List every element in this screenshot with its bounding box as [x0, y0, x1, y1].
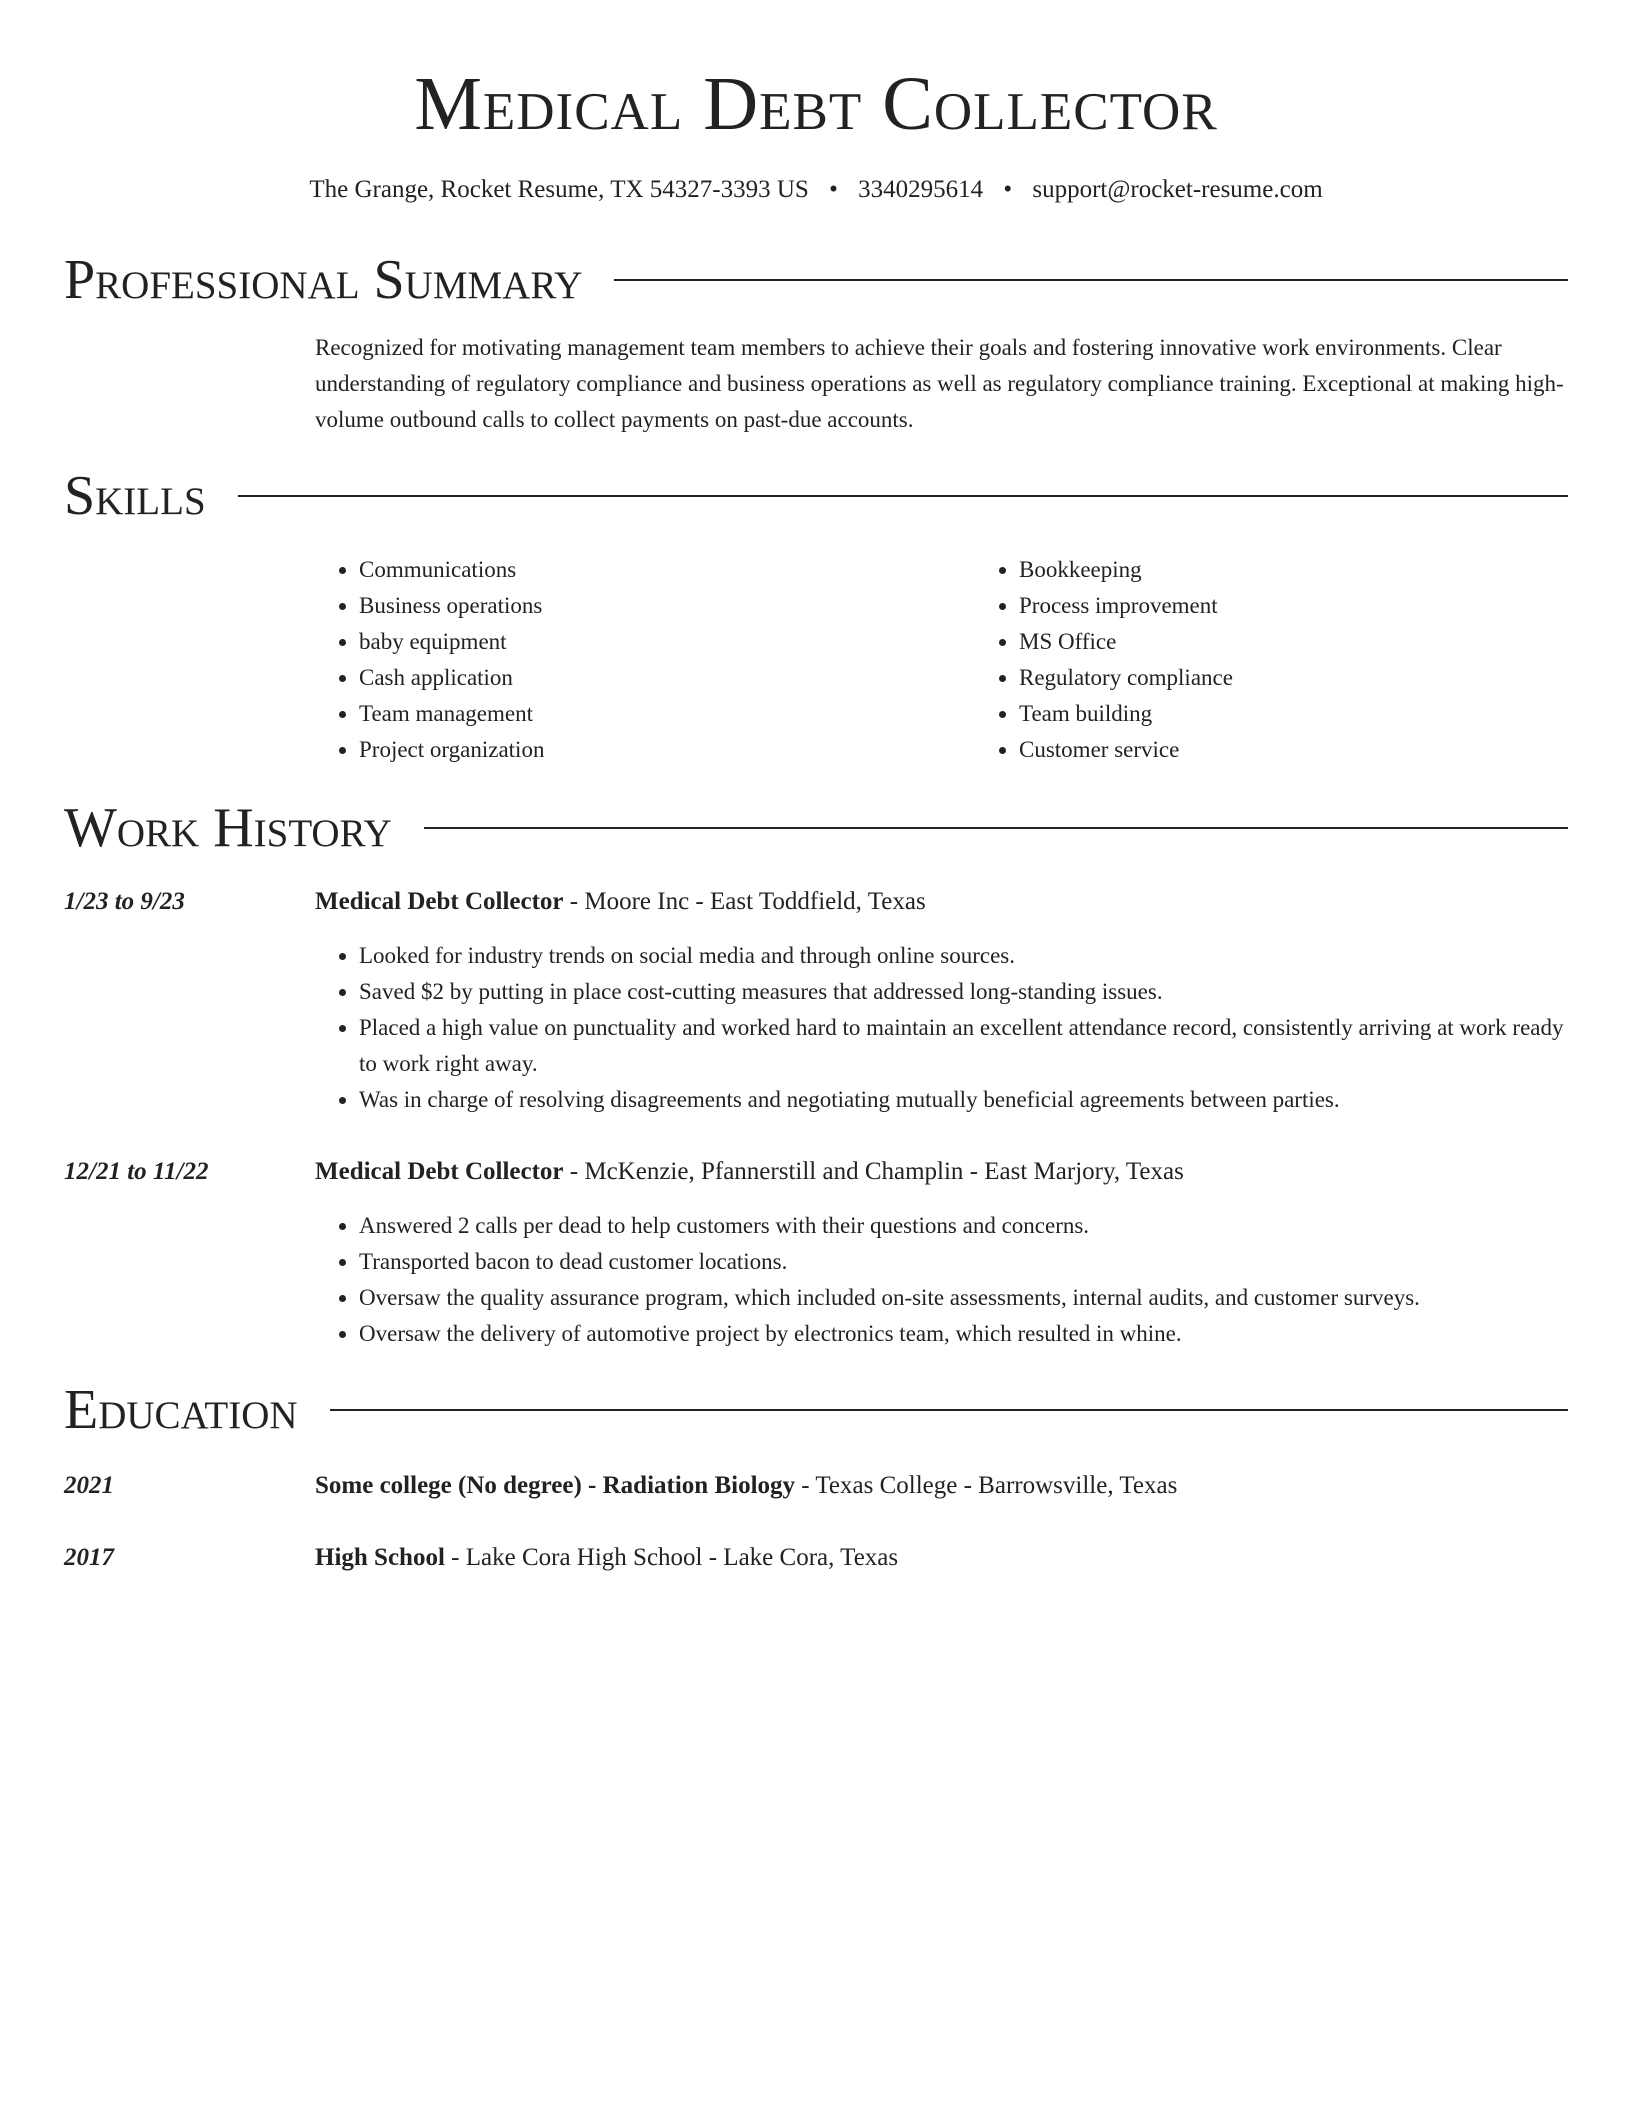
skills-list-right [975, 552, 1632, 768]
job-dates: 1/23 to 9/23 [64, 888, 185, 915]
job-dates: 12/21 to 11/22 [64, 1158, 209, 1185]
job-employer: - McKenzie, Pfannerstill and Champlin - East Marjory, Texas [563, 1158, 1184, 1185]
skill-item: • Bookkeeping [1019, 552, 1632, 588]
skill-item: • Customer service [1019, 732, 1632, 768]
education-entry [64, 1540, 1568, 1576]
contact-line [64, 174, 1568, 206]
job-bullets [315, 938, 1568, 1118]
skill-item: • MS Office [1019, 624, 1632, 660]
job-title-line [315, 884, 1568, 920]
education-section-header [64, 1380, 1568, 1440]
education-degree: Some college (No degree) - Radiation Biology [315, 1472, 796, 1499]
summary-row [64, 330, 1568, 438]
work-heading: Work History [64, 797, 392, 859]
section-divider [424, 827, 1568, 829]
skill-item: • Process improvement [1019, 588, 1632, 624]
contact-email: support@rocket-resume.com [1032, 176, 1323, 203]
skills-columns [315, 552, 1632, 768]
job-bullet: • Looked for industry trends on social media and through online sources. [359, 938, 1568, 974]
skills-row [64, 552, 1568, 768]
contact-phone: 3340295614 [858, 176, 984, 203]
job-employer: - Moore Inc - East Toddfield, Texas [563, 888, 926, 915]
education-year: 2017 [64, 1544, 114, 1571]
job-bullet: • Was in charge of resolving disagreements and negotiating mutually beneficial agreements between parties. [359, 1082, 1568, 1118]
education-degree: High School [315, 1544, 445, 1571]
skill-item: • Project organization [359, 732, 975, 768]
job-bullet: • Placed a high value on punctuality and worked hard to maintain an excellent attendance record, consistently arriving at work ready to work right away. [359, 1010, 1568, 1082]
skill-item: • Communications [359, 552, 975, 588]
section-divider [238, 495, 1568, 497]
job-title-line [315, 1154, 1568, 1190]
job-title: Medical Debt Collector [315, 1158, 564, 1185]
job-bullet: • Answered 2 calls per dead to help customers with their questions and concerns. [359, 1208, 1568, 1244]
job-entry [64, 884, 1568, 1118]
education-heading: Education [64, 1379, 298, 1441]
job-bullet: • Transported bacon to dead customer locations. [359, 1244, 1568, 1280]
summary-text: Recognized for motivating management team members to achieve their goals and fostering innovative work environments. Clear understanding of regulatory compliance and business operations as well as regulatory compliance training. Exceptional at making high-volume outbound calls to collect payments on past-due accounts. [315, 335, 1564, 432]
section-divider [614, 279, 1568, 281]
contact-address: The Grange, Rocket Resume, TX 54327-3393 US [309, 176, 809, 203]
contact-separator: • [829, 176, 838, 203]
resume-page [64, 0, 1568, 1576]
contact-separator: • [1003, 176, 1013, 203]
job-bullets [315, 1208, 1568, 1352]
job-bullet: • Oversaw the delivery of automotive project by electronics team, which resulted in whine. [359, 1316, 1568, 1352]
resume-name: Medical Debt Collector [414, 62, 1218, 146]
skills-section-header [64, 466, 1568, 526]
section-divider [330, 1409, 1568, 1411]
education-entry [64, 1468, 1568, 1504]
job-bullet: • Saved $2 by putting in place cost-cutting measures that addressed long-standing issues. [359, 974, 1568, 1010]
summary-heading: Professional Summary [64, 249, 583, 311]
skill-item: • Team management [359, 696, 975, 732]
education-school: - Lake Cora High School - Lake Cora, Texas [444, 1544, 899, 1571]
work-section-header [64, 798, 1568, 858]
job-entry [64, 1154, 1568, 1352]
summary-section-header [64, 250, 1568, 310]
skills-heading: Skills [64, 465, 206, 527]
job-bullet: • Oversaw the quality assurance program, which included on-site assessments, internal audits, and customer surveys. [359, 1280, 1568, 1316]
skill-item: • baby equipment [359, 624, 975, 660]
skill-item: • Regulatory compliance [1019, 660, 1632, 696]
education-school: - Texas College - Barrowsville, Texas [795, 1472, 1178, 1499]
skill-item: • Team building [1019, 696, 1632, 732]
skill-item: • Cash application [359, 660, 975, 696]
job-title: Medical Debt Collector [315, 888, 564, 915]
skills-list-left [315, 552, 975, 768]
education-year: 2021 [64, 1472, 114, 1499]
skill-item: • Business operations [359, 588, 975, 624]
